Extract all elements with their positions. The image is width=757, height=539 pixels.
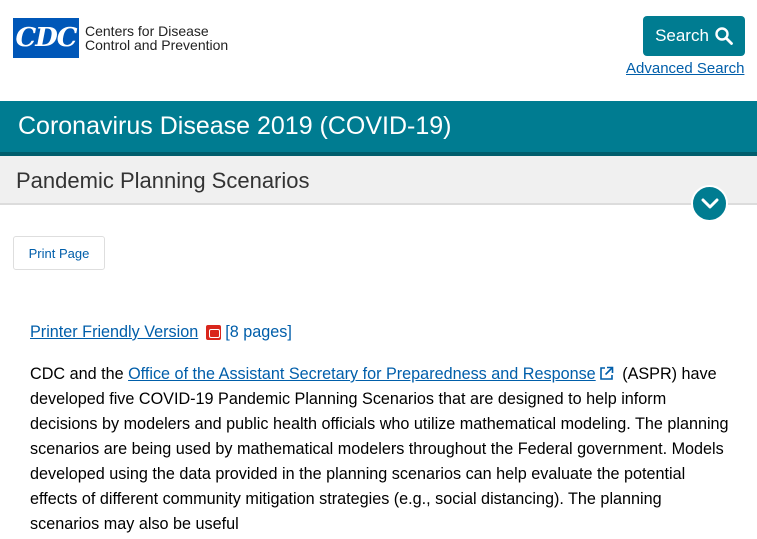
cdc-logo-mark — [13, 18, 79, 58]
printer-friendly-line — [30, 320, 730, 345]
intro-paragraph — [30, 362, 730, 537]
topic-bar — [0, 101, 757, 156]
cdc-logo[interactable] — [13, 18, 228, 58]
logo-line-2: Control and Prevention — [85, 37, 229, 53]
logo-abbr: CDC — [15, 23, 77, 53]
section-nav-toggle[interactable] — [691, 185, 728, 222]
external-link-icon — [599, 366, 614, 381]
site-header — [0, 0, 757, 101]
paragraph-rest: (ASPR) have developed five COVID-19 Pandemic Planning Scenarios that are designed to help inform decisions by modelers and public health officials who utilize mathematical modeling. The planning scenarios are being used by mathematical modelers throughout the Federal government. Models developed using the data provided in the planning scenarios can help evaluate the potential effects of different community mitigation strategies (e.g., social distancing). The planning scenarios may also be useful — [30, 365, 729, 533]
topic-title[interactable]: Coronavirus Disease 2019 (COVID-19) — [18, 112, 452, 140]
logo-line-1: Centers for Disease — [85, 23, 209, 39]
aspr-link[interactable]: Office of the Assistant Secretary for Preparedness and Response — [128, 365, 596, 383]
search-label: Search — [655, 26, 709, 45]
pdf-icon — [206, 325, 221, 340]
printer-friendly-link[interactable]: Printer Friendly Version — [30, 323, 199, 341]
paragraph-start: CDC and the — [30, 365, 129, 383]
print-page-button[interactable]: Print Page — [13, 236, 105, 270]
advanced-search-link[interactable]: Advanced Search — [626, 60, 745, 77]
search-button[interactable] — [643, 16, 745, 56]
page-count: [8 pages] — [225, 323, 292, 341]
main-content — [30, 320, 730, 537]
page-title: Pandemic Planning Scenarios — [16, 168, 310, 193]
page-title-bar — [0, 156, 757, 205]
chevron-down-icon — [701, 198, 719, 210]
logo-wordmark — [85, 24, 228, 52]
search-icon — [715, 27, 733, 45]
